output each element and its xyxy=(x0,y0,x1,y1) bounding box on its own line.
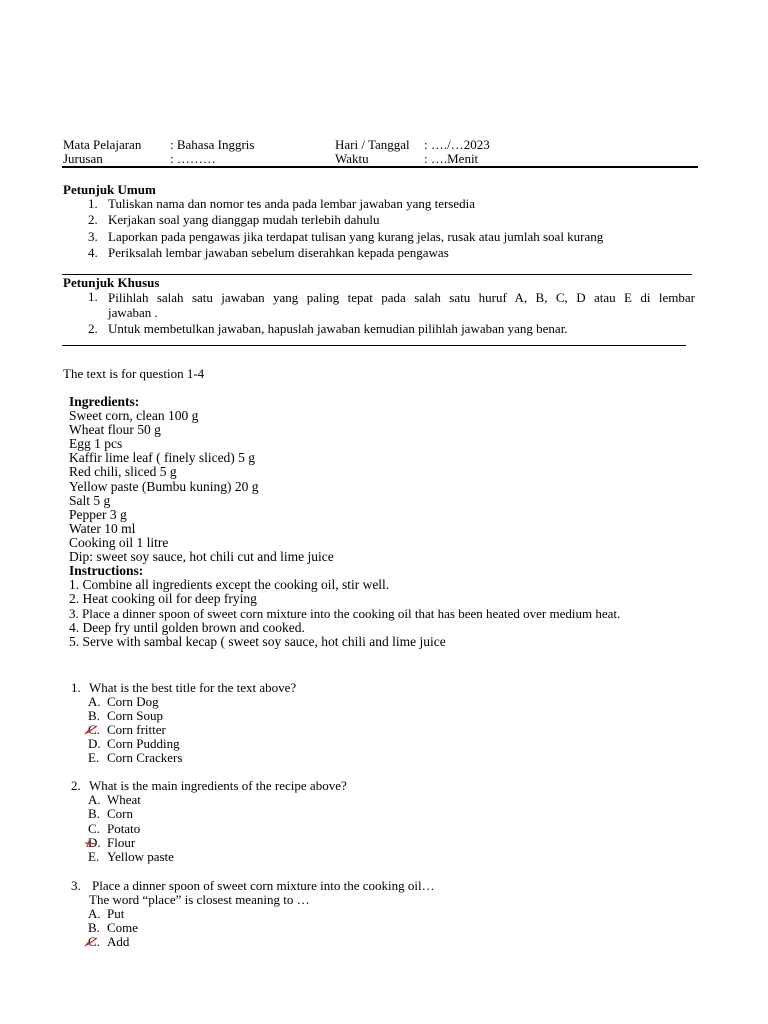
ingredient-item: Kaffir lime leaf ( finely sliced) 5 g xyxy=(69,450,256,465)
checkmark-icon xyxy=(84,838,98,848)
general-item: Kerjakan soal yang dianggap mudah terlebih dahulu xyxy=(108,212,380,227)
time-label: Waktu xyxy=(335,151,369,166)
question-number: 1. xyxy=(71,680,81,695)
general-num-3: 3. xyxy=(88,229,98,244)
ingredient-item: Wheat flour 50 g xyxy=(69,422,161,437)
ingredients-title: Ingredients: xyxy=(69,394,140,409)
general-item: Periksalah lembar jawaban sebelum diserahkan kepada pengawas xyxy=(108,245,449,260)
option-letter: C. xyxy=(88,722,100,737)
option-letter: A. xyxy=(88,906,101,921)
special-divider xyxy=(62,345,686,346)
question-stem: What is the main ingredients of the recipe above? xyxy=(89,778,347,793)
subject-label: Mata Pelajaran xyxy=(63,137,142,152)
instruction-item: 2. Heat cooking oil for deep frying xyxy=(69,591,257,606)
day-value: : …./…2023 xyxy=(424,137,490,152)
ingredient-item: Sweet corn, clean 100 g xyxy=(69,408,199,423)
instruction-item: 5. Serve with sambal kecap ( sweet soy sauce, hot chili and lime juice xyxy=(69,634,446,649)
option-letter: B. xyxy=(88,806,100,821)
checkmark-icon xyxy=(84,722,100,737)
option-text: Corn Dog xyxy=(107,694,159,709)
instruction-item: 1. Combine all ingredients except the cooking oil, stir well. xyxy=(69,577,390,592)
question-number: 3. xyxy=(71,878,81,893)
option-letter: E. xyxy=(88,750,100,765)
general-item: Tuliskan nama dan nomor tes anda pada lembar jawaban yang tersedia xyxy=(108,196,476,211)
option-text: Yellow paste xyxy=(107,849,174,864)
special-title: Petunjuk Khusus xyxy=(63,275,160,290)
reading-intro: The text is for question 1-4 xyxy=(63,366,205,381)
option-letter: E. xyxy=(88,849,100,864)
major-label: Jurusan xyxy=(63,151,103,166)
option-letter: B. xyxy=(88,920,100,935)
question-stem-line-2: The word “place” is closest meaning to … xyxy=(89,892,310,907)
question-number: 2. xyxy=(71,778,81,793)
option-text: Wheat xyxy=(107,792,141,807)
question-stem: Place a dinner spoon of sweet corn mixture into the cooking oil… xyxy=(92,878,435,893)
general-num-1: 1. xyxy=(88,196,98,211)
option-text: Corn Pudding xyxy=(107,736,180,751)
option-text: Corn Crackers xyxy=(107,750,183,765)
time-value: : ….Menit xyxy=(424,151,479,166)
option-text: Come xyxy=(107,920,139,935)
special-num-2: 2. xyxy=(88,321,98,336)
question-stem: What is the best title for the text above? xyxy=(89,680,297,695)
option-text: Add xyxy=(107,934,130,949)
ingredient-item: Red chili, sliced 5 g xyxy=(69,464,177,479)
option-letter: D. xyxy=(88,736,101,751)
major-value: : ……… xyxy=(170,151,216,166)
special-item-1-line-1: Pilihlah salah satu jawaban yang paling tepat pada salah satu huruf A, B, C, D atau E di lembar xyxy=(108,290,695,305)
ingredient-item: Cooking oil 1 litre xyxy=(69,535,169,550)
general-num-2: 2. xyxy=(88,212,98,227)
instruction-item: 4. Deep fry until golden brown and cooked. xyxy=(69,620,305,635)
option-letter: D. xyxy=(88,835,101,850)
ingredient-item: Pepper 3 g xyxy=(69,507,127,522)
instructions-title: Instructions: xyxy=(69,563,144,578)
option-letter: C. xyxy=(88,821,100,836)
option-letter: C. xyxy=(88,934,100,949)
checkmark-icon xyxy=(84,934,100,949)
ingredient-item: Egg 1 pcs xyxy=(69,436,123,451)
option-text: Corn xyxy=(107,806,133,821)
ingredient-item: Water 10 ml xyxy=(69,521,136,536)
option-letter: B. xyxy=(88,708,100,723)
option-text: Flour xyxy=(107,835,136,850)
instruction-item: 3. Place a dinner spoon of sweet corn mixture into the cooking oil that has been heated over medium heat. xyxy=(69,606,621,621)
special-item-1-line-2: jawaban . xyxy=(108,305,158,320)
option-text: Corn fritter xyxy=(107,722,166,737)
option-letter: A. xyxy=(88,694,101,709)
subject-value: : Bahasa Inggris xyxy=(170,137,255,152)
header-divider xyxy=(62,166,698,168)
special-item-2: Untuk membetulkan jawaban, hapuslah jawaban kemudian pilihlah jawaban yang benar. xyxy=(108,321,568,336)
option-text: Potato xyxy=(107,821,141,836)
general-item: Laporkan pada pengawas jika terdapat tulisan yang kurang jelas, rusak atau jumlah soal kurang xyxy=(108,229,604,244)
day-label: Hari / Tanggal xyxy=(335,137,410,152)
general-num-4: 4. xyxy=(88,245,98,260)
option-text: Put xyxy=(107,906,125,921)
ingredient-item: Salt 5 g xyxy=(69,493,111,508)
option-text: Corn Soup xyxy=(107,708,163,723)
ingredient-item: Dip: sweet soy sauce, hot chili cut and lime juice xyxy=(69,549,334,564)
special-num-1: 1. xyxy=(88,289,98,304)
ingredient-item: Yellow paste (Bumbu kuning) 20 g xyxy=(69,479,259,494)
general-title: Petunjuk Umum xyxy=(63,182,156,197)
option-letter: A. xyxy=(88,792,101,807)
